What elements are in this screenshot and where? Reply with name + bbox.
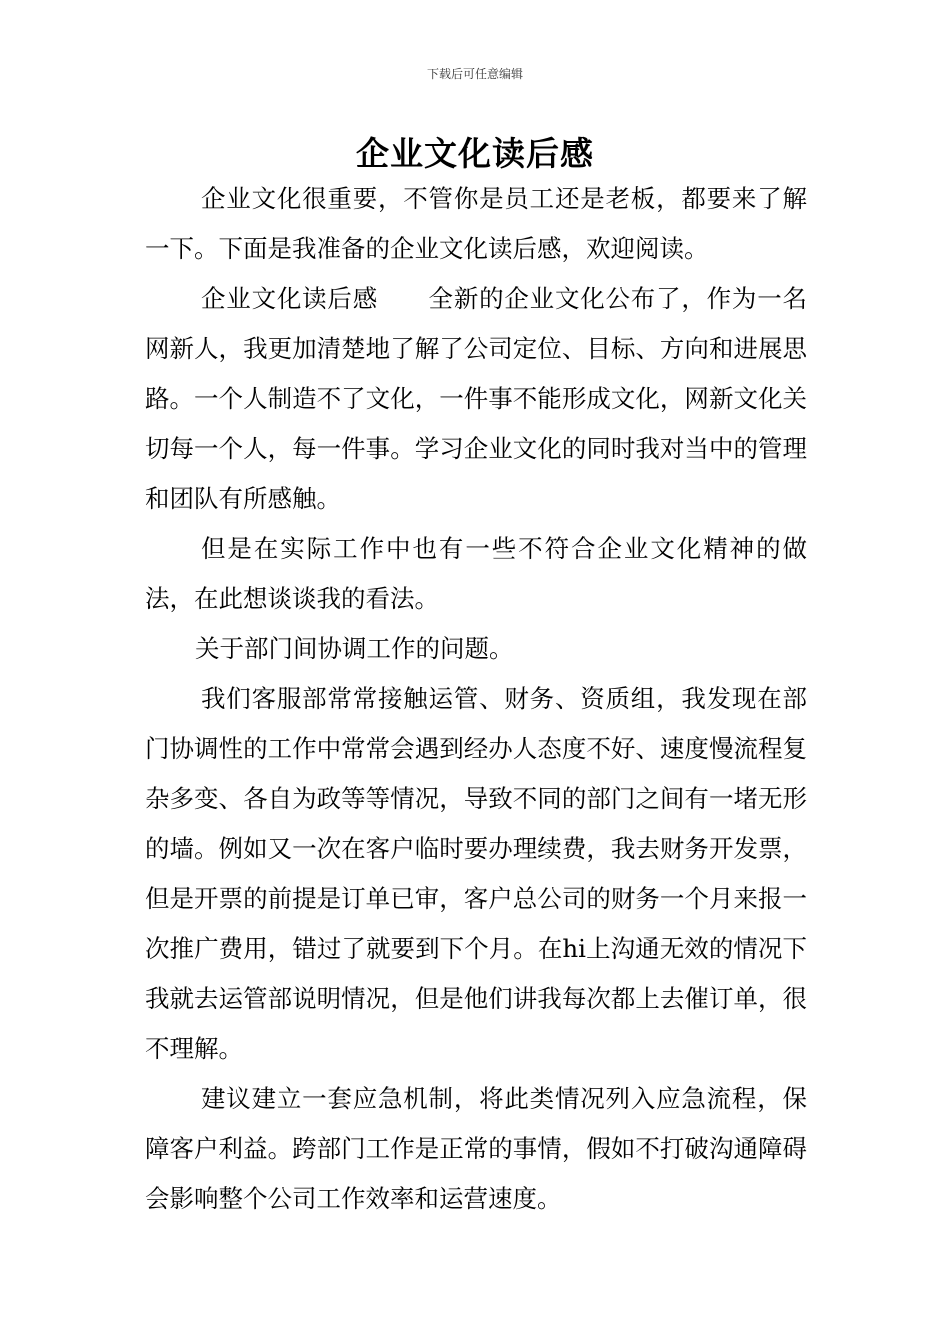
paragraph-suggestion: 建议建立一套应急机制，将此类情况列入应急流程，保障客户利益。跨部门工作是正常的事情，假如不打破沟通障碍会影响整个公司工作效率和运营速度。 — [145, 1084, 807, 1213]
document-body — [145, 174, 807, 1224]
paragraph-culture: 企业文化读后感 全新的企业文化公布了，作为一名网新人，我更加清楚地了解了公司定位、目标、方向和进展思路。一个人制造不了文化，一件事不能形成文化，网新文化关切每一个人，每一件事。学习企业文化的同时我对当中的管理和团队有所感触。 — [145, 284, 807, 513]
paragraph-example: 我们客服部常常接触运管、财务、资质组，我发现在部门协调性的工作中常常会遇到经办人态度不好、速度慢流程复杂多变、各自为政等等情况，导致不同的部门之间有一堵无形的墙。例如又一次在客户临时要办理续费，我去财务开发票，但是开票的前提是订单已审，客户总公司的财务一个月来报一次推广费用，错过了就要到下个月。在hi上沟通无效的情况下我就去运管部说明情况，但是他们讲我每次都上去催订单，很不理解。 — [145, 684, 807, 1063]
paragraph-topic: 关于部门间协调工作的问题。 — [195, 634, 514, 663]
paragraph-intro: 企业文化很重要，不管你是员工还是老板，都要来了解一下。下面是我准备的企业文化读后感，欢迎阅读。 — [145, 184, 807, 263]
paragraph-practice: 但是在实际工作中也有一些不符合企业文化精神的做法，在此想谈谈我的看法。 — [145, 534, 807, 613]
header-note: 下载后可任意编辑 — [426, 67, 523, 81]
document-title: 企业文化读后感 — [356, 134, 594, 173]
